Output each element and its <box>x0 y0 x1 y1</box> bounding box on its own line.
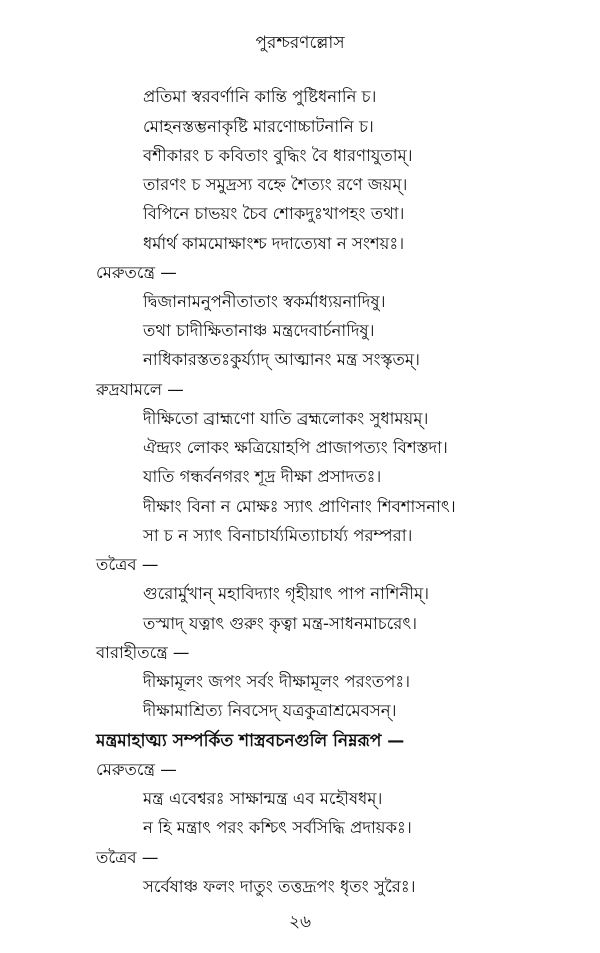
verse-line: মন্ত্র এবেশ্বরঃ সাক্ষান্মন্ত্র এব মহৌষধম্। <box>143 789 383 808</box>
verse-line: গুরোর্মুখান্ মহাবিদ্যাং গৃহীয়াৎ পাপ নাশিনীম্। <box>143 584 430 603</box>
verse-line: নাধিকারস্ততঃকুর্য্যাদ্ আত্মানং মন্ত্র সংস্কৃতম্। <box>143 350 420 369</box>
source-heading: তত্রৈব — <box>96 555 159 574</box>
section-title: মন্ত্রমাহাত্ম্য সম্পর্কিত শাস্ত্রবচনগুলি নিম্নরূপ — <box>96 731 405 751</box>
verse-line: সর্বেষাঞ্চ ফলং দাতুং তত্তদ্রূপং ধৃতং সুরৈঃ। <box>143 877 416 896</box>
verse-line: প্রতিমা স্বরবর্ণানি কান্তি পুষ্টিধনানি চ। <box>143 87 377 106</box>
verse-line: তস্মাদ্ যত্নাৎ গুরুং কৃত্বা মন্ত্র-সাধনমাচরেৎ। <box>143 614 418 633</box>
verse-line: দীক্ষিতো ব্রাহ্মণো যাতি ব্রহ্মলোকং সুধাময়ম্। <box>143 409 429 428</box>
source-heading: তত্রৈব — <box>96 848 159 867</box>
verse-line: দীক্ষাং বিনা ন মোক্ষঃ স্যাৎ প্রাণিনাং শিবশাসনাৎ। <box>143 497 456 516</box>
verse-line: দ্বিজানামনুপনীতাতাং স্বকর্মাধ্যয়নাদিষু। <box>143 292 386 311</box>
verse-line: তথা চাদীক্ষিতানাঞ্চ মন্ত্রদেবার্চনাদিষু। <box>143 321 375 340</box>
verse-line: মোহনস্তম্ভনাকৃষ্টি মারণোচ্চাটনানি চ। <box>143 117 374 136</box>
verse-line: বিপিনে চাভয়ং চৈব শোকদুঃখাপহং তথা। <box>143 204 405 223</box>
source-heading: মেরুতন্ত্রে — <box>96 263 177 282</box>
verse-line: ন হি মন্ত্রাৎ পরং কশ্চিৎ সর্বসিদ্ধি প্রদায়কঃ। <box>143 818 412 837</box>
page-number: ২৬ <box>288 912 312 932</box>
verse-line: ধর্মার্থ কামমোক্ষাংশ্চ দদাত্যেষা ন সংশয়ঃ। <box>143 234 405 253</box>
source-heading: বারাহীতন্ত্রে — <box>96 643 190 662</box>
verse-line: বশীকারং চ কবিতাং বুদ্ধিং বৈ ধারণাযুতাম্। <box>143 146 413 165</box>
verse-line: তারণং চ সমুদ্রস্য বহ্নে শৈত্যং রণে জয়ম্। <box>143 175 408 194</box>
verse-line: দীক্ষামাশ্রিত্য নিবসেদ্ যত্রকুত্রাশ্রমেবসন্। <box>143 701 397 720</box>
verse-line: ঐন্দ্র্যং লোকং ক্ষত্রিয়োহপি প্রাজাপত্যং বিশস্তদা। <box>143 438 448 457</box>
verse-line: সা চ ন স্যাৎ বিনাচার্য্যমিত্যাচার্য্য পরম্পরা। <box>143 526 413 545</box>
verse-line: যাতি গন্ধর্বনগরং শূদ্র দীক্ষা প্রসাদতঃ। <box>143 467 382 486</box>
source-heading: মেরুতন্ত্রে — <box>96 760 177 779</box>
running-header: পুরশ্চরণল্লোস <box>255 33 345 53</box>
verse-line: দীক্ষামূলং জপং সর্বং দীক্ষামূলং পরংতপঃ। <box>143 672 411 691</box>
source-heading: রুদ্রযামলে — <box>96 380 184 399</box>
